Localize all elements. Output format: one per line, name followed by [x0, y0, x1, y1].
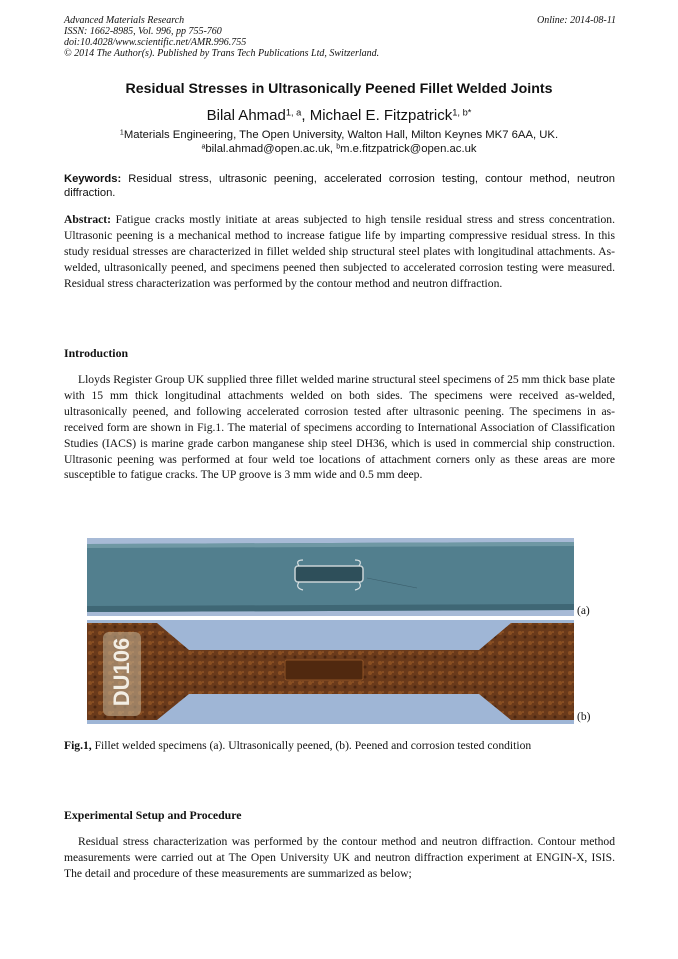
- email-mark: a: [201, 143, 206, 151]
- author-affiliation-mark: 1, a: [285, 107, 302, 118]
- figure-label-b: (b): [577, 711, 591, 723]
- introduction-paragraph: Lloyds Register Group UK supplied three fillet welded marine structural steel specimens of 25 mm thick base plate with 15 mm thick longitudinal attachments welded on both sides. The specimens were received as-welded, ultrasonically peened, and following accelerated corrosion tested after ultrasonic peening. The specimens in as-received form are shown in Fig.1. The material of specimens according to International Association of Classification Studies (IACS) is marine grade carbon manganese ship steel DH36, which is used in commercial ship construction. Ultrasonic peening was performed at four weld toe locations of attachment corners only as these areas are more susceptible to fatigue cracks. The UP groove is 3 mm wide and 0.5 mm deep.: [64, 373, 615, 482]
- email-link[interactable]: m.e.fitzpatrick@open.ac.uk: [340, 143, 477, 155]
- author-name: Michael E. Fitzpatrick: [309, 107, 453, 124]
- email-mark: b: [336, 143, 341, 151]
- journal-name: Advanced Materials Research: [64, 15, 185, 26]
- figure-caption-text: Fillet welded specimens (a). Ultrasonically peened, (b). Peened and corrosion tested condition: [91, 739, 532, 752]
- affiliation-line: [40, 128, 638, 142]
- doi-line[interactable]: doi:10.4028/www.scientific.net/AMR.996.755: [64, 37, 247, 48]
- running-header: [64, 15, 616, 59]
- email-link[interactable]: bilal.ahmad@open.ac.uk,: [205, 143, 337, 155]
- author-list: [40, 107, 638, 124]
- online-date: Online: 2014-08-11: [537, 15, 616, 26]
- keywords-paragraph: [64, 173, 615, 200]
- experimental-heading: Experimental Setup and Procedure: [64, 808, 242, 822]
- corroded-attachment: [285, 660, 363, 680]
- specimen-id-marking: DU106: [109, 637, 134, 707]
- author-affiliation-mark: 1, b*: [452, 107, 472, 118]
- abstract-label: Abstract:: [64, 213, 112, 226]
- keywords-label: Keywords:: [64, 173, 122, 185]
- abstract-paragraph: [64, 212, 615, 292]
- author-separator: ,: [301, 107, 310, 124]
- longitudinal-attachment: [295, 566, 363, 582]
- issn-line: ISSN: 1662-8985, Vol. 996, pp 755-760: [64, 26, 222, 37]
- introduction-heading: Introduction: [64, 346, 129, 360]
- figure-photo-corroded: [87, 620, 574, 724]
- figure-caption-label: Fig.1,: [64, 739, 92, 752]
- figure-caption: [64, 738, 615, 754]
- affiliation-block: [40, 128, 638, 156]
- figure-label-a: (a): [577, 605, 590, 617]
- abstract-text: Fatigue cracks mostly initiate at areas subjected to high tensile residual stress and stress concentration. Ultrasonic peening is a mechanical method to increase fatigue life by imparting compressive residual stress. In this study residual stresses are characterized in fillet welded ship structural steel plates with longitudinal attachments. As-welded, ultrasonically peened, and specimens peened then subjected to accelerated corrosion testing were measured. Residual stress characterization was performed by the contour method and neutron diffraction.: [64, 213, 615, 290]
- affiliation-mark: 1: [119, 129, 124, 137]
- copyright-line: © 2014 The Author(s). Published by Trans Tech Publications Ltd, Switzerland.: [64, 48, 380, 59]
- affiliation-text: Materials Engineering, The Open University, Walton Hall, Milton Keynes MK7 6AA, UK.: [123, 129, 559, 141]
- experimental-paragraph: Residual stress characterization was performed by the contour method and neutron diffraction. Contour method measurements were carried out at The Open University UK and neutron diffraction experiment at ENGIN-X, ISIS. The detail and procedure of these measurements are summarized as below;: [64, 835, 615, 880]
- email-line: [40, 142, 638, 156]
- author-name: Bilal Ahmad: [206, 107, 286, 124]
- figure-photo-peened: [87, 538, 574, 616]
- paper-title: Residual Stresses in Ultrasonically Peened Fillet Welded Joints: [125, 81, 553, 97]
- keywords-text: Residual stress, ultrasonic peening, accelerated corrosion testing, contour method, neutron diffraction.: [64, 173, 615, 199]
